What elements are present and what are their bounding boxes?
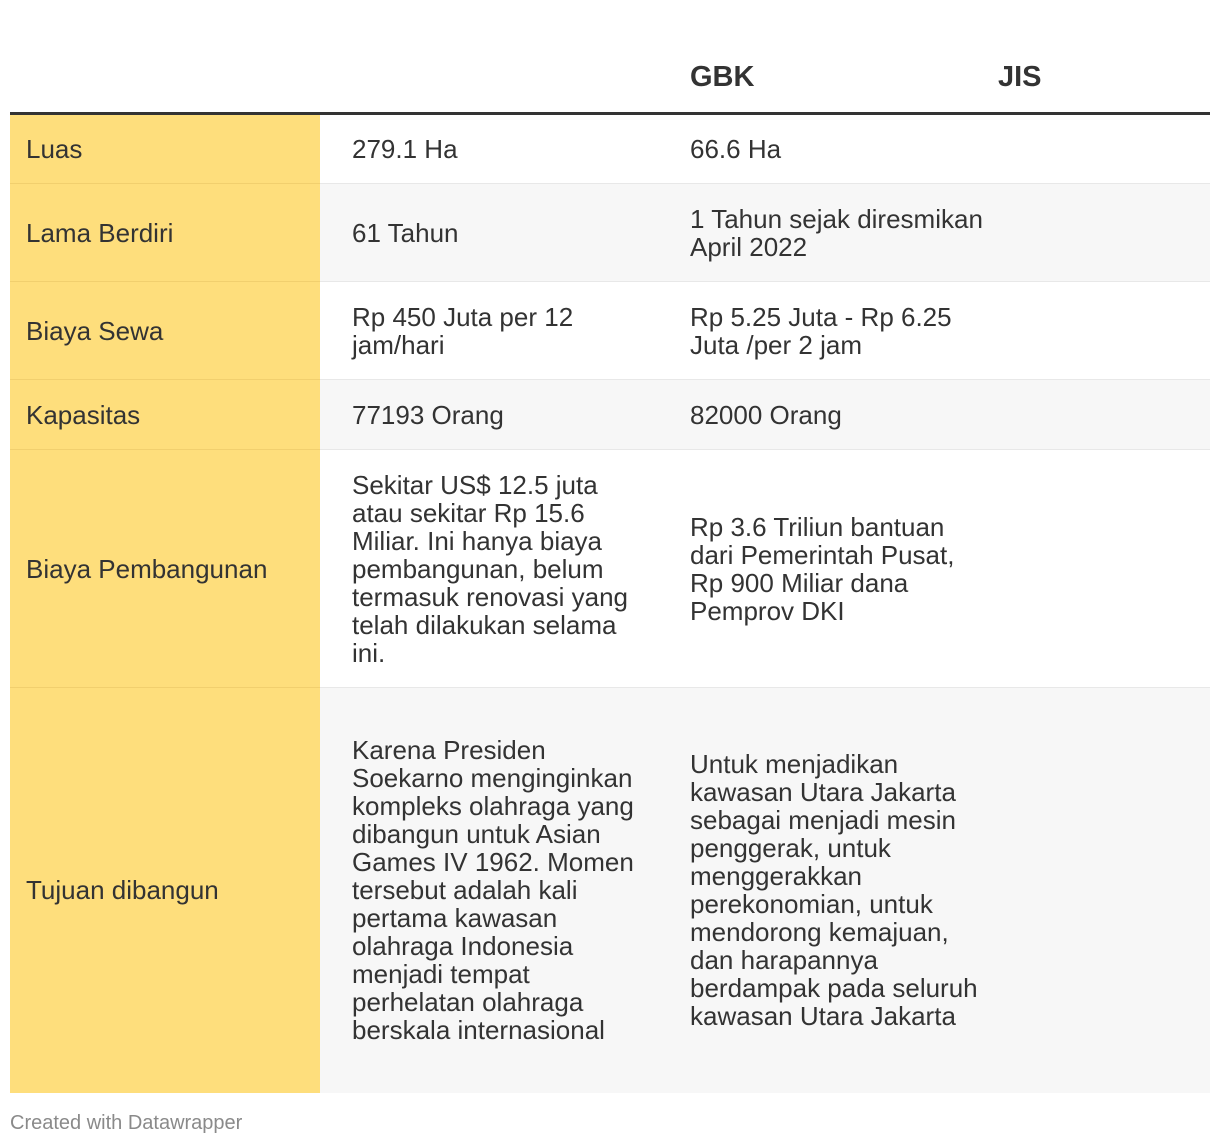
- table-row: [10, 282, 1210, 380]
- header-jis[interactable]: [996, 0, 1210, 114]
- row-label: Luas: [10, 114, 320, 184]
- cell-gbk: Rp 450 Juta per 12 jam/hari: [320, 282, 658, 380]
- cell-gbk: 77193 Orang: [320, 380, 658, 450]
- cell-gbk: Sekitar US$ 12.5 juta atau sekitar Rp 15.6 Miliar. Ini hanya biaya pembangunan, belum termasuk renovasi yang telah dilakukan selama ini.: [320, 450, 658, 688]
- cell-jis: 66.6 Ha: [658, 114, 996, 184]
- cell-jis: Untuk menjadikan kawasan Utara Jakarta sebagai menjadi mesin penggerak, untuk menggerakkan perekonomian, untuk mendorong kemajuan, dan harapannya berdampak pada seluruh kawasan Utara Jakarta: [658, 688, 996, 1093]
- header-row: [10, 0, 1210, 114]
- cell-jis: 1 Tahun sejak diresmikan April 2022: [658, 184, 996, 282]
- comparison-table: [10, 0, 1210, 1093]
- table-row: [10, 184, 1210, 282]
- table-row: [10, 688, 1210, 1093]
- cell-gbk: 61 Tahun: [320, 184, 658, 282]
- table-row: [10, 114, 1210, 184]
- cell-jis: 82000 Orang: [658, 380, 996, 450]
- cell-blank: [996, 450, 1210, 688]
- table-row: [10, 380, 1210, 450]
- row-label: Kapasitas: [10, 380, 320, 450]
- header-empty: [10, 0, 320, 114]
- datawrapper-credit[interactable]: Created with Datawrapper: [10, 1112, 243, 1134]
- row-label: Biaya Pembangunan: [10, 450, 320, 688]
- cell-gbk: 279.1 Ha: [320, 114, 658, 184]
- cell-blank: [996, 184, 1210, 282]
- cell-blank: [996, 114, 1210, 184]
- row-label: Tujuan dibangun: [10, 688, 320, 1093]
- cell-jis: Rp 5.25 Juta - Rp 6.25 Juta /per 2 jam: [658, 282, 996, 380]
- header-spacer: [320, 0, 658, 114]
- header-gbk-label: GBK: [690, 61, 755, 93]
- header-jis-label: JIS: [998, 61, 1042, 93]
- cell-blank: [996, 282, 1210, 380]
- table-row: [10, 450, 1210, 688]
- cell-blank: [996, 380, 1210, 450]
- row-label: Lama Berdiri: [10, 184, 320, 282]
- header-gbk[interactable]: [658, 0, 996, 114]
- cell-gbk: Karena Presiden Soekarno menginginkan kompleks olahraga yang dibangun untuk Asian Games IV 1962. Momen tersebut adalah kali pertama kawasan olahraga Indonesia menjadi tempat perhelatan olahraga berskala internasional: [320, 688, 658, 1093]
- row-label: Biaya Sewa: [10, 282, 320, 380]
- cell-blank: [996, 688, 1210, 1093]
- cell-jis: Rp 3.6 Triliun bantuan dari Pemerintah Pusat, Rp 900 Miliar dana Pemprov DKI: [658, 450, 996, 688]
